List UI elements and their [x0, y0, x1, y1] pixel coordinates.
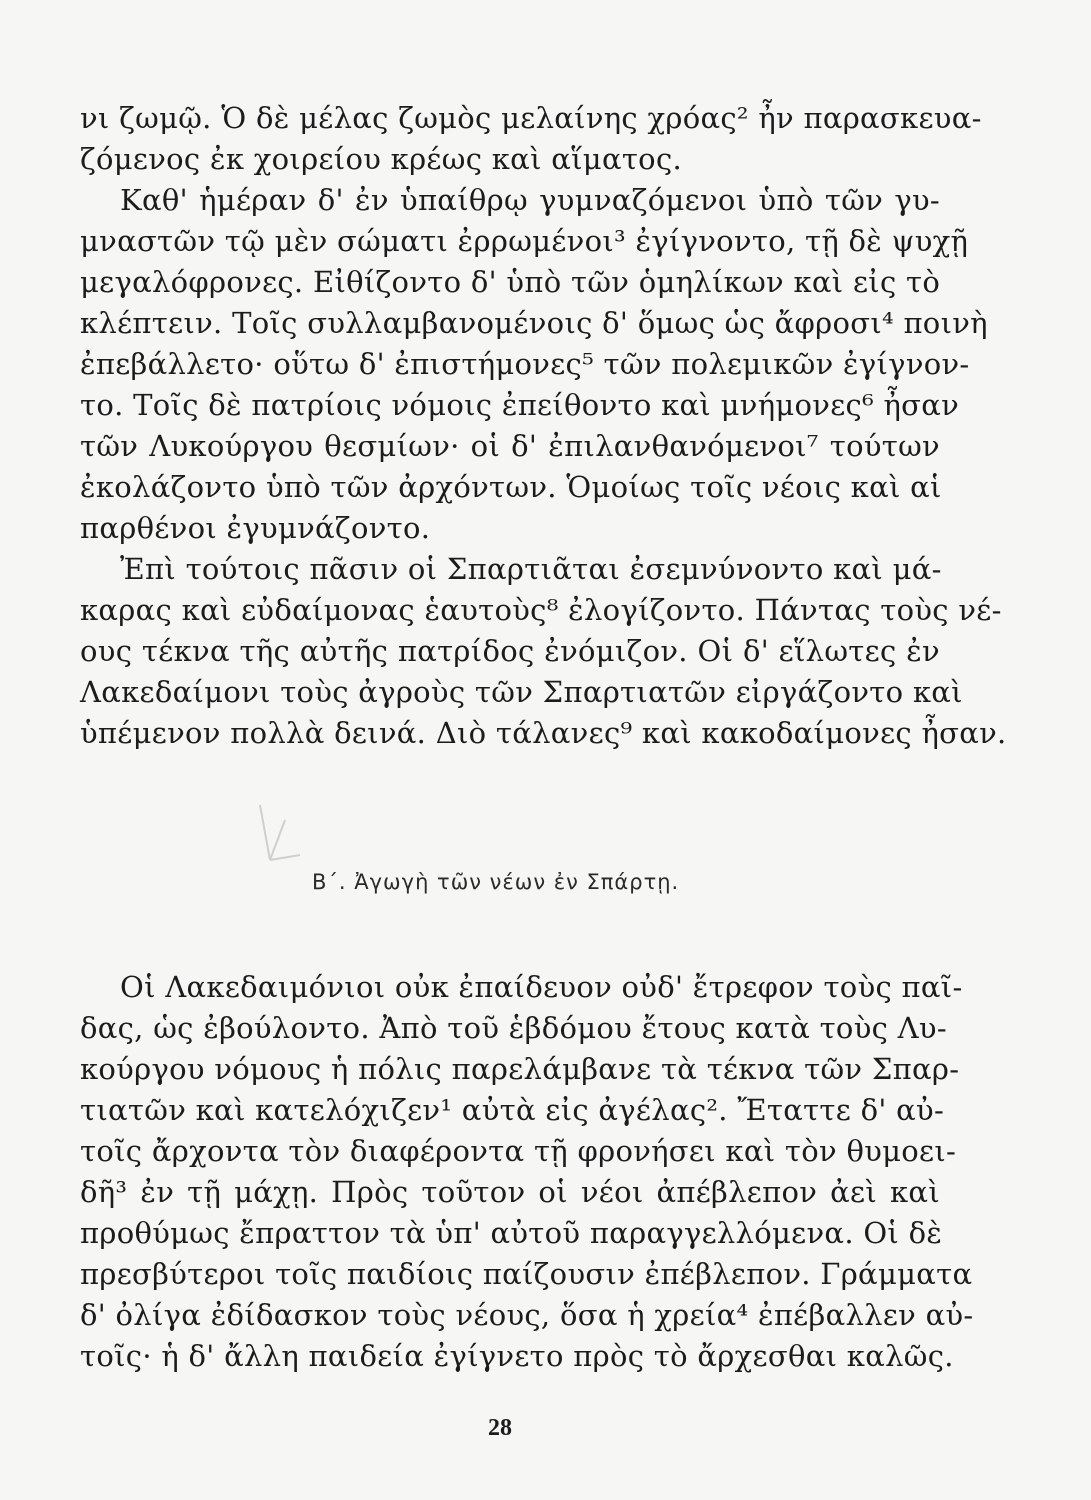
pencil-mark-icon — [250, 800, 310, 880]
text-line: δ' ὀλίγα ἐδίδασκον τοὺς νέους, ὅσα ἡ χρεία⁴ ἐπέβαλλεν αὐ- — [80, 1298, 974, 1332]
text-line: δας, ὡς ἐβούλοντο. Ἀπὸ τοῦ ἑβδόμου ἔτους κατὰ τοὺς Λυ- — [80, 1011, 947, 1045]
text-line: ἐκολάζοντο ὑπὸ τῶν ἀρχόντων. Ὁμοίως τοῖς νέοις καὶ αἱ — [80, 470, 942, 504]
text-line: τοῖς· ἡ δ' ἄλλη παιδεία ἐγίγνετο πρὸς τὸ ἄρχεσθαι καλῶς. — [80, 1339, 954, 1373]
text-line: κούργου νόμους ἡ πόλις παρελάμβανε τὰ τέκνα τῶν Σπαρ- — [80, 1052, 960, 1086]
text-line: δῆ³ ἐν τῇ μάχῃ. Πρὸς τοῦτον οἱ νέοι ἀπέβλεπον ἀεὶ καὶ — [80, 1175, 940, 1209]
text-line: Λακεδαίμονι τοὺς ἀγροὺς τῶν Σπαρτιατῶν εἰργάζοντο καὶ — [80, 675, 963, 709]
text-line: παρθένοι ἐγυμνάζοντο. — [80, 511, 431, 545]
text-line: ἐπεβάλλετο· οὕτω δ' ἐπιστήμονες⁵ τῶν πολεμικῶν ἐγίγνον- — [80, 347, 970, 381]
text-line: ους τέκνα τῆς αὐτῆς πατρίδος ἐνόμιζον. Οἱ δ' εἵλωτες ἐν — [80, 634, 940, 668]
text-line: κλέπτειν. Τοῖς συλλαμβανομένοις δ' ὅμως ὡς ἄφροσι⁴ ποινὴ — [80, 306, 988, 340]
text-line: νι ζωμῷ. Ὁ δὲ μέλας ζωμὸς μελαίνης χρόας² ἦν παρασκευα- — [80, 101, 982, 135]
text-line: τῶν Λυκούργου θεσμίων· οἱ δ' ἐπιλανθανόμενοι⁷ τούτων — [80, 429, 940, 463]
text-line: Ἐπὶ τούτοις πᾶσιν οἱ Σπαρτιᾶται ἐσεμνύνοντο καὶ μά- — [120, 552, 942, 586]
text-line: τοῖς ἄρχοντα τὸν διαφέροντα τῇ φρονήσει καὶ τὸν θυμοει- — [80, 1134, 957, 1168]
section-heading: Β΄. Ἀγωγὴ τῶν νέων ἐν Σπάρτῃ. — [312, 870, 680, 894]
text-line: τιατῶν καὶ κατελόχιζεν¹ αὐτὰ εἰς ἀγέλας². Ἔταττε δ' αὐ- — [80, 1093, 945, 1127]
text-line: προθύμως ἔπραττον τὰ ὑπ' αὐτοῦ παραγγελλόμενα. Οἱ δὲ — [80, 1216, 943, 1250]
text-line: καρας καὶ εὐδαίμονας ἑαυτοὺς⁸ ἐλογίζοντο. Πάντας τοὺς νέ- — [80, 593, 1002, 627]
text-line: Οἱ Λακεδαιμόνιοι οὐκ ἐπαίδευον οὐδ' ἔτρεφον τοὺς παῖ- — [120, 970, 963, 1004]
text-line: πρεσβύτεροι τοῖς παιδίοις παίζουσιν ἐπέβλεπον. Γράμματα — [80, 1257, 973, 1291]
text-line: ζόμενος ἐκ χοιρείου κρέως καὶ αἵματος. — [80, 142, 683, 176]
text-line: ὑπέμενον πολλὰ δεινά. Διὸ τάλανες⁹ καὶ κακοδαίμονες ἦσαν. — [80, 716, 1007, 750]
text-line: μναστῶν τῷ μὲν σώματι ἐρρωμένοι³ ἐγίγνοντο, τῇ δὲ ψυχῇ — [80, 224, 969, 258]
text-line: το. Τοῖς δὲ πατρίοις νόμοις ἐπείθοντο καὶ μνήμονες⁶ ἦσαν — [80, 388, 960, 422]
page-number: 28 — [488, 1415, 512, 1441]
text-line: Καθ' ἡμέραν δ' ἐν ὑπαίθρῳ γυμναζόμενοι ὑπὸ τῶν γυ- — [120, 183, 940, 217]
text-line: μεγαλόφρονες. Εἰθίζοντο δ' ὑπὸ τῶν ὁμηλίκων καὶ εἰς τὸ — [80, 265, 941, 299]
